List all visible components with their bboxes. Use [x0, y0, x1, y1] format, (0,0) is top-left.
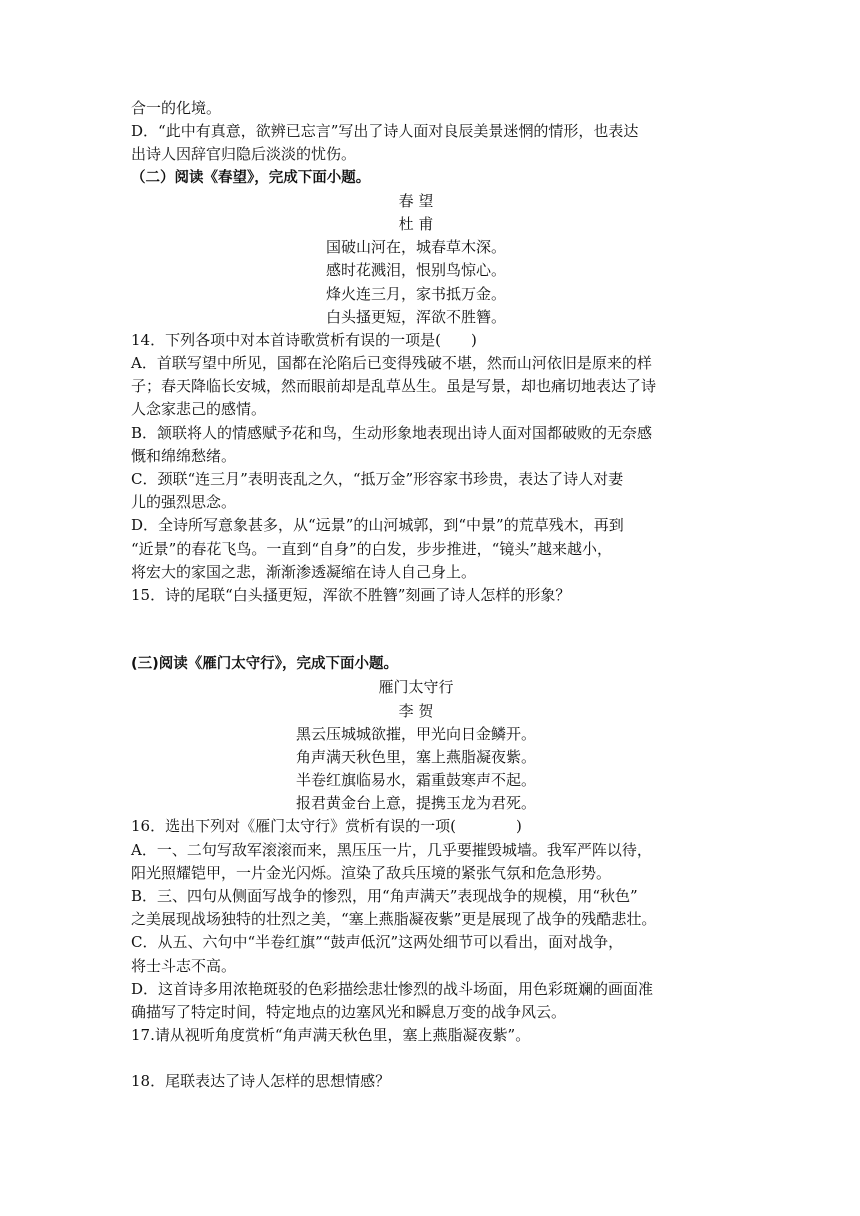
option-d-line: D．“此中有真意，欲辨已忘言”写出了诗人面对良辰美景迷惘的情形，也表达 — [131, 122, 639, 141]
question-16: 16．选出下列对《雁门太守行》赏析有误的一项( ) — [131, 817, 522, 836]
option-b-line: 之美展现战场独特的壮烈之美，“塞上燕脂凝夜紫”更是展现了战争的残酷悲壮。 — [131, 910, 657, 929]
option-b-line: 慨和绵绵愁绪。 — [131, 446, 237, 465]
option-a-line: 子；春天降临长安城，然而眼前却是乱草丛生。虽是写景，却也痛切地表达了诗 — [131, 377, 657, 396]
option-d-line: 确描写了特定时间，特定地点的边塞风光和瞬息万变的战争风云。 — [131, 1002, 567, 1021]
question-14: 14．下列各项中对本首诗歌赏析有误的一项是( ) — [131, 330, 477, 349]
option-c-line: C．从五、六句中“半卷红旗”“鼓声低沉”这两处细节可以看出，面对战争， — [131, 933, 624, 952]
poem-line: 国破山河在，城春草木深。 — [325, 238, 506, 257]
option-b-line: B．颔联将人的情感赋予花和鸟，生动形象地表现出诗人面对国都破败的无奈感 — [131, 423, 653, 442]
poem-line: 黑云压城城欲摧，甲光向日金鳞开。 — [295, 724, 536, 743]
text-line: 合一的化境。 — [131, 99, 222, 117]
option-a-line: 阳光照耀铠甲，一片金光闪烁。渲染了敌兵压境的紧张气氛和危急形势。 — [131, 863, 612, 882]
question-17: 17.请从视听角度赏析“角声满天秋色里，塞上燕脂凝夜紫”。 — [131, 1026, 531, 1045]
question-18: 18．尾联表达了诗人怎样的思想情感？ — [131, 1072, 391, 1091]
option-a-line: A．一、二句写敌军滚滚而来，黑压压一片，几乎要摧毁城墙。我军严阵以待， — [131, 840, 652, 859]
answer-space — [131, 607, 741, 653]
poem-author: 杜 甫 — [398, 214, 434, 233]
option-d-line: 将宏大的家国之悲，渐渐渗透凝缩在诗人自己身上。 — [131, 562, 477, 581]
section2 — [131, 167, 741, 608]
option-c-line: 将士斗志不高。 — [131, 956, 237, 975]
document-page — [131, 97, 741, 1094]
text-line: 出诗人因辞官归隐后淡淡的忧伤。 — [131, 145, 357, 164]
poem-title: 雁门太守行 — [378, 678, 454, 697]
section3 — [131, 653, 741, 1093]
option-c-line: 儿的强烈思念。 — [131, 493, 237, 512]
option-d-line: D．这首诗多用浓艳斑驳的色彩描绘悲壮惨烈的战斗场面，用色彩斑斓的画面准 — [131, 979, 654, 998]
option-c-line: C．颈联“连三月”表明丧乱之久，“抵万金”形容家书珍贵，表达了诗人对妻 — [131, 470, 624, 488]
section3-heading: (三)阅读《雁门太守行》，完成下面小题。 — [131, 656, 399, 673]
option-a-line: 人念家悲己的感情。 — [131, 400, 267, 419]
option-b-line: B．三、四句从侧面写战争的惨烈，用“角声满天”表现战争的规模，用“秋色” — [131, 887, 638, 905]
section2-heading: （二）阅读《春望》，完成下面小题。 — [131, 169, 371, 186]
option-d-line: “近景”的春花飞鸟。一直到“自身”的白发，步步推进，“镜头”越来越小， — [131, 539, 613, 558]
option-d-line: D．全诗所写意象甚多，从“远景”的山河城郭，到“中景”的荒草残木，再到 — [131, 516, 624, 535]
question-15: 15．诗的尾联“白头搔更短，浑欲不胜簪”刻画了诗人怎样的形象？ — [131, 585, 571, 604]
section1-tail — [131, 97, 741, 167]
answer-space — [131, 1047, 741, 1070]
poem-title: 春 望 — [398, 191, 434, 210]
poem-line: 半卷红旗临易水，霜重鼓寒声不起。 — [295, 771, 536, 790]
poem-line: 角声满天秋色里，塞上燕脂凝夜紫。 — [295, 747, 536, 766]
poem-line: 报君黄金台上意，提携玉龙为君死。 — [295, 794, 536, 813]
poem-line: 感时花溅泪，恨别鸟惊心。 — [325, 261, 506, 280]
poem-author: 李 贺 — [398, 701, 434, 720]
poem-line: 白头搔更短，浑欲不胜簪。 — [325, 307, 506, 326]
option-a-line: A．首联写望中所见，国都在沦陷后已变得残破不堪，然而山河依旧是原来的样 — [131, 354, 652, 373]
poem-line: 烽火连三月，家书抵万金。 — [325, 284, 506, 303]
